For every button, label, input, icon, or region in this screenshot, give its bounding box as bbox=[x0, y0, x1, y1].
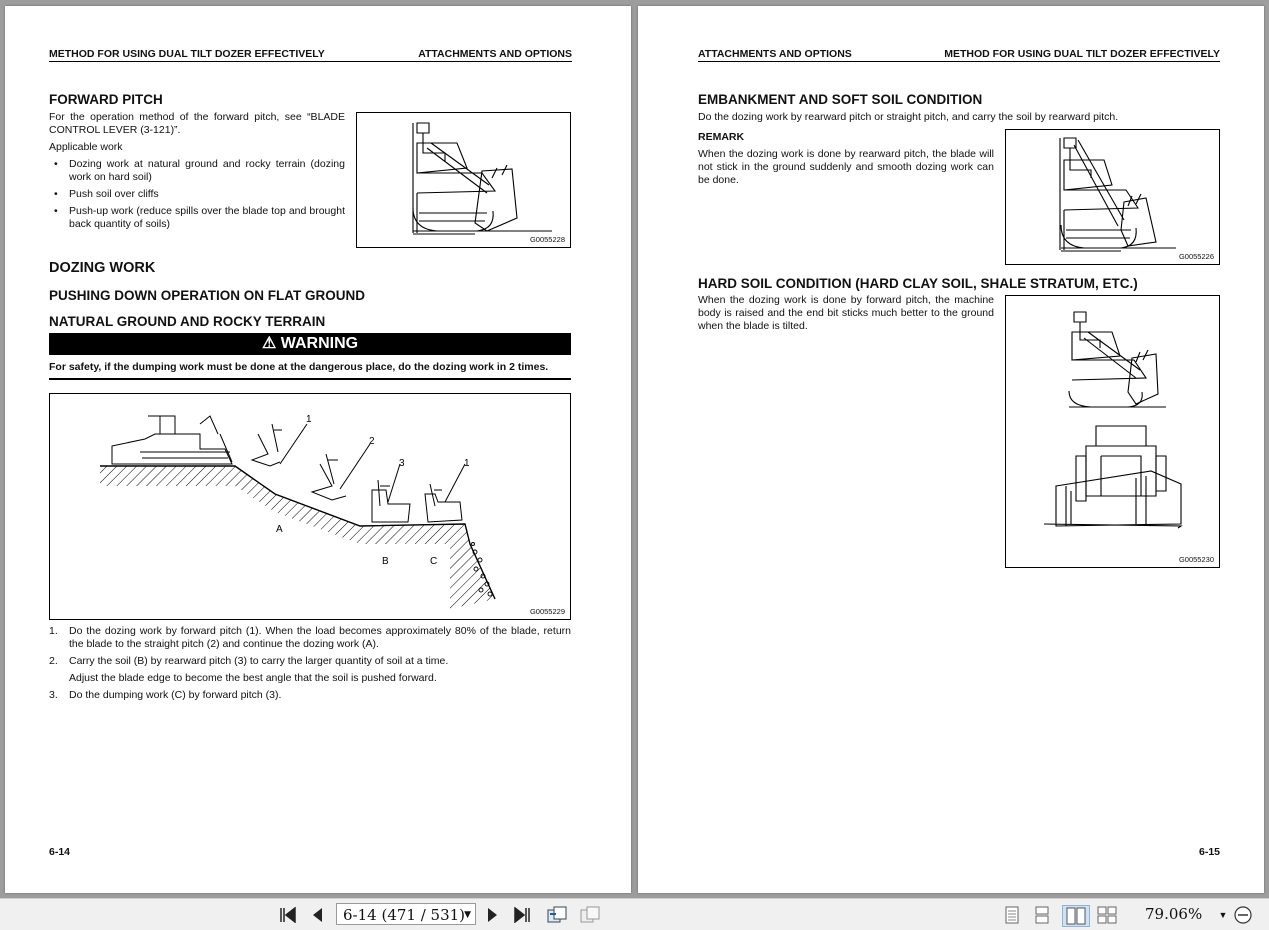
page-header bbox=[698, 44, 1220, 62]
header-left-text: ATTACHMENTS AND OPTIONS bbox=[698, 48, 852, 60]
figure-code: G0055226 bbox=[1178, 252, 1214, 261]
header-right-text: ATTACHMENTS AND OPTIONS bbox=[418, 48, 572, 60]
list-item: • Dozing work at natural ground and rocky terrain (dozing work on hard soil) bbox=[49, 158, 345, 184]
viewer-toolbar bbox=[0, 898, 1269, 930]
area-label-c: C bbox=[430, 556, 438, 567]
embankment-text: Do the dozing work by rearward pitch or straight pitch, and carry the soil by rearward pitch. bbox=[698, 111, 1119, 123]
page-header bbox=[49, 44, 572, 62]
dozer-rearward-pitch-illustration bbox=[1006, 130, 1219, 264]
first-page-icon[interactable] bbox=[278, 905, 298, 925]
pushing-down-title: PUSHING DOWN OPERATION ON FLAT GROUND bbox=[49, 288, 365, 303]
zoom-out-icon[interactable] bbox=[1232, 905, 1254, 925]
warning-label: WARNING bbox=[280, 335, 359, 352]
list-item bbox=[49, 655, 571, 668]
applicable-work-label: Applicable work bbox=[49, 141, 123, 153]
embankment-figure bbox=[1005, 129, 1220, 265]
page-number: 6-15 bbox=[1198, 846, 1220, 858]
list-item: • Push-up work (reduce spills over the blade top and brought back quantity of soils) bbox=[49, 205, 345, 231]
step-text: Carry the soil (B) by rearward pitch (3) to carry the larger quantity of soil at a time. bbox=[69, 655, 449, 667]
page-6-14 bbox=[5, 6, 631, 893]
forward-pitch-figure bbox=[356, 112, 571, 248]
continuous-facing-icon[interactable] bbox=[1096, 905, 1118, 925]
page-number: 6-14 bbox=[49, 846, 71, 858]
forward-pitch-title: FORWARD PITCH bbox=[49, 92, 163, 107]
step-text: Do the dozing work by forward pitch (1). When the load becomes approximately 80% of the blade, return the blade to the straight pitch (2) and continue the dozing work (A). bbox=[69, 625, 571, 650]
figure-code: G0055230 bbox=[1178, 555, 1214, 564]
page-number-field[interactable] bbox=[336, 903, 476, 925]
callout-2: 2 bbox=[369, 436, 375, 447]
page-6-15 bbox=[638, 6, 1264, 893]
chevron-down-icon[interactable]: ▼ bbox=[464, 910, 471, 920]
callout-1b: 1 bbox=[464, 458, 470, 469]
step-text: Do the dumping work (C) by forward pitch (3). bbox=[69, 689, 282, 701]
dozing-procedure-illustration bbox=[50, 394, 570, 619]
dozing-procedure-figure bbox=[49, 393, 571, 620]
next-page-icon[interactable] bbox=[484, 905, 502, 925]
previous-view-icon[interactable] bbox=[545, 905, 569, 925]
prev-page-icon[interactable] bbox=[308, 905, 326, 925]
last-page-icon[interactable] bbox=[512, 905, 532, 925]
step-number: 3. bbox=[49, 689, 58, 701]
list-item bbox=[49, 689, 571, 702]
step-number: 1. bbox=[49, 625, 58, 637]
remark-label: REMARK bbox=[698, 131, 745, 143]
header-right-text: METHOD FOR USING DUAL TILT DOZER EFFECTIVELY bbox=[944, 48, 1220, 60]
dozer-tilted-blade-illustration bbox=[1006, 296, 1219, 567]
natural-ground-title: NATURAL GROUND AND ROCKY TERRAIN bbox=[49, 314, 326, 329]
list-item: • Push soil over cliffs bbox=[49, 188, 345, 201]
area-label-b: B bbox=[382, 556, 389, 567]
area-label-a: A bbox=[276, 524, 283, 535]
page-number-value: 6-14 (471 / 531) bbox=[343, 906, 466, 924]
step-text: Adjust the blade edge to become the best angle that the soil is pushed forward. bbox=[69, 672, 437, 684]
hard-soil-text: When the dozing work is done by forward pitch, the machine body is raised and the end bit sticks much better to the ground when the blade is tilted. bbox=[698, 294, 994, 332]
warning-divider bbox=[49, 378, 571, 380]
remark-text: When the dozing work is done by rearward pitch, the blade will not stick in the ground suddenly and smooth dozing work can be done. bbox=[698, 148, 994, 186]
header-left-text: METHOD FOR USING DUAL TILT DOZER EFFECTIVELY bbox=[49, 48, 325, 60]
zoom-dropdown-icon[interactable]: ▼ bbox=[1218, 910, 1228, 920]
next-view-icon[interactable] bbox=[578, 905, 602, 925]
callout-1: 1 bbox=[306, 414, 312, 425]
list-item bbox=[49, 672, 571, 685]
callout-3: 3 bbox=[399, 458, 405, 469]
figure-code: G0055229 bbox=[529, 607, 565, 616]
zoom-value: 79.06% bbox=[1145, 905, 1203, 923]
warning-triangle-icon: ⚠ bbox=[261, 335, 277, 352]
dozing-work-title: DOZING WORK bbox=[49, 260, 156, 276]
dozer-forward-pitch-illustration bbox=[357, 113, 570, 247]
applicable-work-list bbox=[49, 158, 345, 235]
hard-soil-figure bbox=[1005, 295, 1220, 568]
embankment-title: EMBANKMENT AND SOFT SOIL CONDITION bbox=[698, 92, 983, 107]
warning-banner bbox=[49, 333, 571, 355]
continuous-icon[interactable] bbox=[1032, 905, 1052, 925]
single-page-icon[interactable] bbox=[1002, 905, 1022, 925]
warning-text: For safety, if the dumping work must be done at the dangerous place, do the dozing work in 2 times. bbox=[49, 361, 549, 373]
hard-soil-title: HARD SOIL CONDITION (HARD CLAY SOIL, SHALE STRATUM, ETC.) bbox=[698, 276, 1138, 291]
forward-pitch-intro: For the operation method of the forward pitch, see “BLADE CONTROL LEVER (3-121)”. bbox=[49, 111, 345, 136]
step-number: 2. bbox=[49, 655, 58, 667]
facing-icon[interactable] bbox=[1062, 905, 1090, 927]
zoom-level[interactable] bbox=[1145, 905, 1202, 923]
list-item bbox=[49, 625, 571, 651]
figure-code: G0055228 bbox=[529, 235, 565, 244]
procedure-steps bbox=[49, 625, 571, 706]
